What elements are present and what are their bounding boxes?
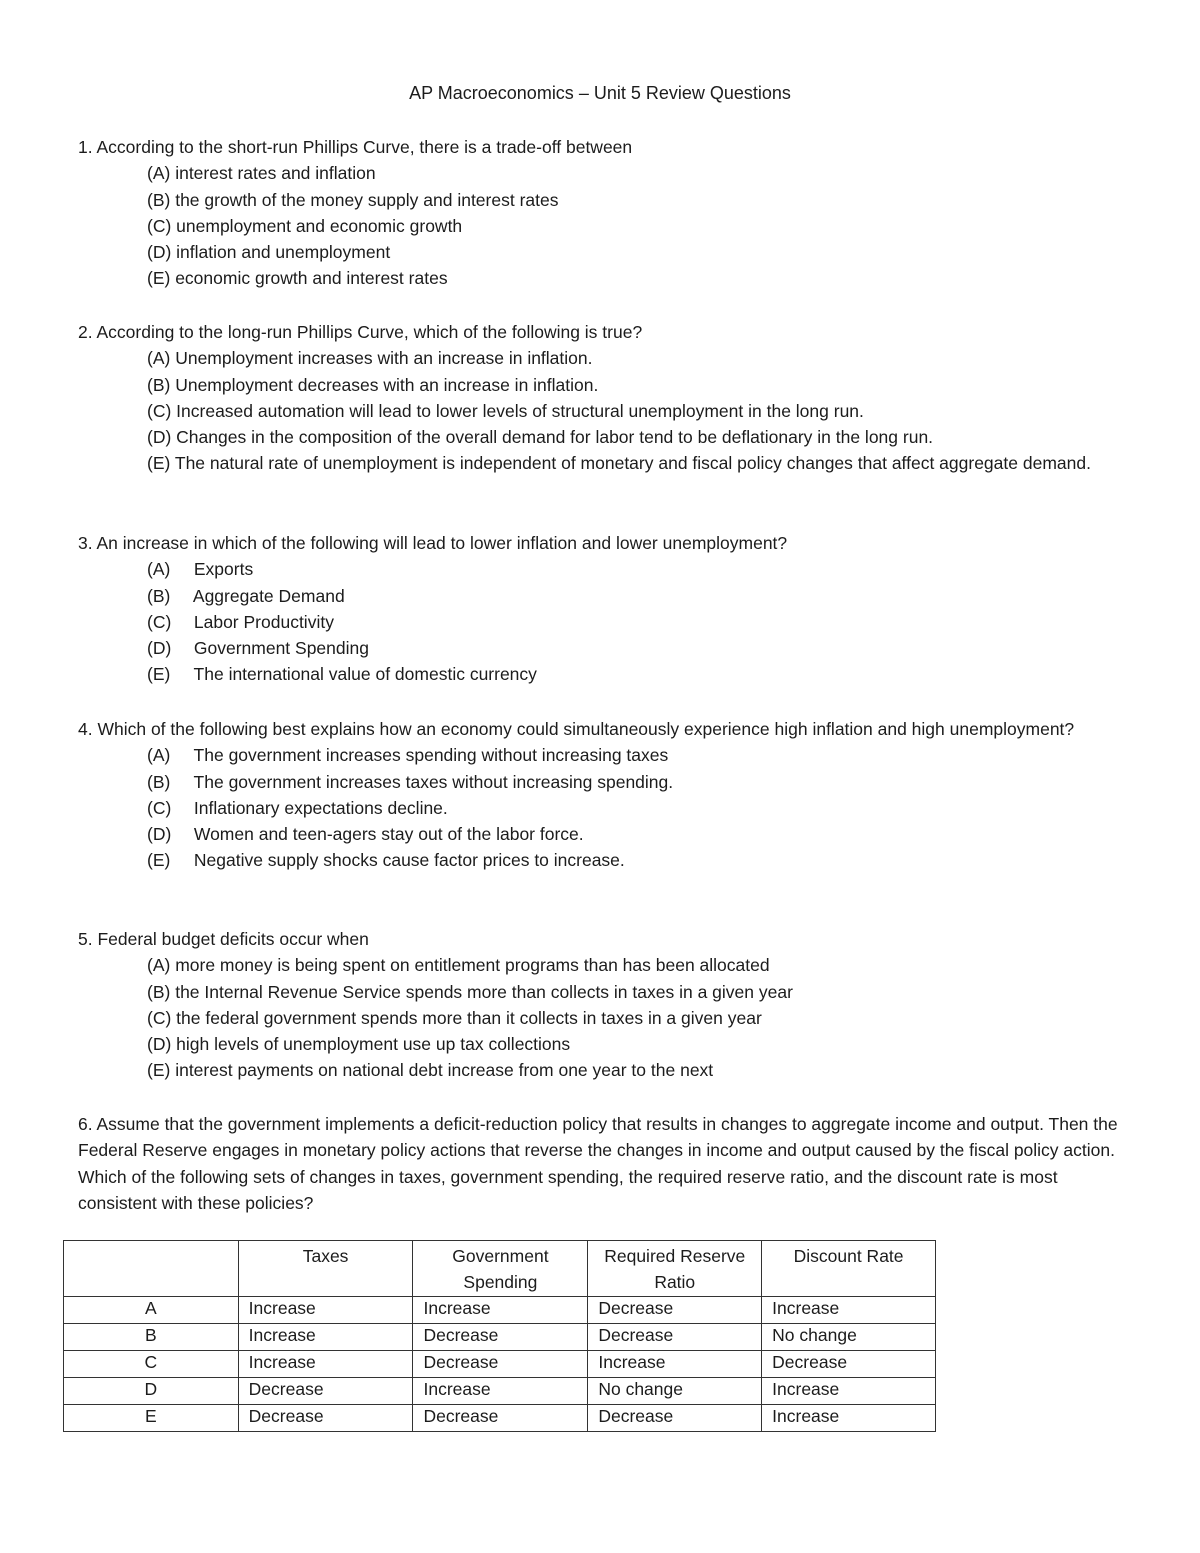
question-1 <box>78 134 1118 292</box>
table-cell: Increase <box>238 1297 413 1324</box>
option-d <box>147 1031 1118 1057</box>
option-e <box>147 847 1118 873</box>
question-stem: 6. Assume that the government implements a deficit-reduction policy that results in changes to aggregate income and output. Then the Federal Reserve engages in monetary policy actions that reverse the changes in income and output caused by the fiscal policy action. Which of the following sets of changes in taxes, government spending, the required reserve ratio, and the discount rate is most consistent with these policies? <box>78 1114 1118 1213</box>
option-label: (C) <box>147 215 172 236</box>
question-stem: 5. Federal budget deficits occur when <box>78 929 369 949</box>
option-label: (C) <box>147 611 172 632</box>
table-cell: Increase <box>238 1324 413 1351</box>
option-label: (B) <box>147 771 171 792</box>
question-5 <box>78 926 1118 1084</box>
table-cell: Decrease <box>413 1324 588 1351</box>
option-label: (B) <box>147 981 171 1002</box>
option-b <box>147 372 1118 398</box>
question-stem: 3. An increase in which of the following will lead to lower inflation and lower unemployment? <box>78 533 788 553</box>
option-b <box>147 583 1118 609</box>
table-header <box>64 1241 239 1297</box>
option-text: high levels of unemployment use up tax collections <box>176 1034 571 1055</box>
option-a <box>147 160 1118 186</box>
option-label: (A) <box>147 559 171 580</box>
option-text: interest payments on national debt increase from one year to the next <box>175 1060 714 1081</box>
option-text: the growth of the money supply and interest rates <box>175 189 559 210</box>
question-stem: 4. Which of the following best explains how an economy could simultaneously experience high inflation and high unemployment? <box>78 719 1075 739</box>
option-text: the federal government spends more than it collects in taxes in a given year <box>176 1007 762 1028</box>
options-list <box>147 742 1118 873</box>
table-cell: Decrease <box>588 1324 762 1351</box>
option-label: (E) <box>147 268 171 289</box>
options-list <box>147 952 1118 1083</box>
option-a <box>147 345 1118 371</box>
option-label: (D) <box>147 242 172 263</box>
option-text: Labor Productivity <box>193 611 334 632</box>
option-e <box>147 450 1118 476</box>
option-text: Increased automation will lead to lower levels of structural unemployment in the long run. <box>176 400 864 421</box>
options-list <box>147 556 1118 687</box>
option-text: Inflationary expectations decline. <box>193 797 448 818</box>
option-label: (A) <box>147 745 171 766</box>
option-label: (E) <box>147 453 171 474</box>
option-label: (B) <box>147 189 171 210</box>
option-c <box>147 213 1118 239</box>
table-cell: Increase <box>413 1378 588 1405</box>
option-label: (A) <box>147 348 171 369</box>
answer-table <box>63 1240 936 1432</box>
table-cell: Increase <box>413 1297 588 1324</box>
option-e <box>147 265 1118 291</box>
option-c <box>147 398 1118 424</box>
row-letter: C <box>64 1351 239 1378</box>
option-label: (B) <box>147 374 171 395</box>
question-2 <box>78 319 1118 477</box>
table-cell: Increase <box>762 1297 936 1324</box>
question-3 <box>78 530 1118 688</box>
option-label: (B) <box>147 585 171 606</box>
option-label: (D) <box>147 427 172 448</box>
option-b <box>147 187 1118 213</box>
option-b <box>147 979 1118 1005</box>
table-cell: Increase <box>238 1351 413 1378</box>
option-c <box>147 609 1118 635</box>
option-text: more money is being spent on entitlement programs than has been allocated <box>175 955 770 976</box>
option-text: economic growth and interest rates <box>175 268 448 289</box>
option-e <box>147 1057 1118 1083</box>
row-letter: A <box>64 1297 239 1324</box>
table-header: Government Spending <box>413 1241 588 1297</box>
option-text: The government increases spending without increasing taxes <box>193 745 669 766</box>
table-cell: Increase <box>762 1405 936 1432</box>
table-header: Required Reserve Ratio <box>588 1241 762 1297</box>
question-stem: 1. According to the short-run Phillips Curve, there is a trade-off between <box>78 137 633 157</box>
option-text: The international value of domestic currency <box>193 664 537 685</box>
table-row <box>64 1351 936 1378</box>
options-list <box>147 345 1118 476</box>
option-text: Government Spending <box>193 638 369 659</box>
option-text: inflation and unemployment <box>176 242 391 263</box>
table-row <box>64 1378 936 1405</box>
table-cell: Decrease <box>413 1405 588 1432</box>
option-d <box>147 239 1118 265</box>
option-label: (A) <box>147 163 171 184</box>
option-label: (E) <box>147 1060 171 1081</box>
table-row <box>64 1324 936 1351</box>
option-label: (C) <box>147 797 172 818</box>
question-stem: 2. According to the long-run Phillips Curve, which of the following is true? <box>78 322 643 342</box>
option-label: (D) <box>147 824 172 845</box>
table-header: Discount Rate <box>762 1241 936 1297</box>
option-label: (D) <box>147 638 172 659</box>
option-e <box>147 661 1118 687</box>
option-text: The natural rate of unemployment is independent of monetary and fiscal policy changes that affect aggregate demand. <box>174 453 1091 474</box>
option-a <box>147 742 1118 768</box>
option-text: interest rates and inflation <box>175 163 376 184</box>
table-cell: Decrease <box>588 1297 762 1324</box>
table-cell: Decrease <box>588 1405 762 1432</box>
option-text: Women and teen-agers stay out of the labor force. <box>193 824 584 845</box>
table-cell: No change <box>762 1324 936 1351</box>
option-label: (C) <box>147 1007 172 1028</box>
option-text: the Internal Revenue Service spends more than collects in taxes in a given year <box>175 981 793 1002</box>
option-label: (C) <box>147 400 172 421</box>
question-6 <box>78 1111 1118 1216</box>
question-4 <box>78 716 1118 874</box>
table-header-row <box>64 1241 936 1297</box>
option-label: (A) <box>147 955 171 976</box>
option-text: Changes in the composition of the overall demand for labor tend to be deflationary in the long run. <box>176 427 934 448</box>
option-b <box>147 769 1118 795</box>
table-row <box>64 1405 936 1432</box>
table-cell: Increase <box>588 1351 762 1378</box>
row-letter: B <box>64 1324 239 1351</box>
option-text: Exports <box>193 559 254 580</box>
option-d <box>147 821 1118 847</box>
table-header: Taxes <box>238 1241 413 1297</box>
options-list <box>147 160 1118 291</box>
table-cell: Increase <box>762 1378 936 1405</box>
option-c <box>147 1005 1118 1031</box>
option-a <box>147 556 1118 582</box>
page-title: AP Macroeconomics – Unit 5 Review Questions <box>409 83 791 103</box>
option-text: Aggregate Demand <box>192 585 345 606</box>
table-cell: No change <box>588 1378 762 1405</box>
option-text: Unemployment increases with an increase in inflation. <box>175 348 593 369</box>
table-cell: Decrease <box>413 1351 588 1378</box>
option-text: Negative supply shocks cause factor prices to increase. <box>193 850 625 871</box>
option-label: (E) <box>147 664 171 685</box>
row-letter: E <box>64 1405 239 1432</box>
table-row <box>64 1297 936 1324</box>
option-d <box>147 424 1118 450</box>
table-cell: Decrease <box>238 1378 413 1405</box>
row-letter: D <box>64 1378 239 1405</box>
table-cell: Decrease <box>238 1405 413 1432</box>
option-label: (E) <box>147 850 171 871</box>
option-label: (D) <box>147 1034 172 1055</box>
option-text: unemployment and economic growth <box>176 215 463 236</box>
table-cell: Decrease <box>762 1351 936 1378</box>
option-c <box>147 795 1118 821</box>
option-text: The government increases taxes without increasing spending. <box>193 771 674 792</box>
option-a <box>147 952 1118 978</box>
option-d <box>147 635 1118 661</box>
option-text: Unemployment decreases with an increase in inflation. <box>175 374 599 395</box>
